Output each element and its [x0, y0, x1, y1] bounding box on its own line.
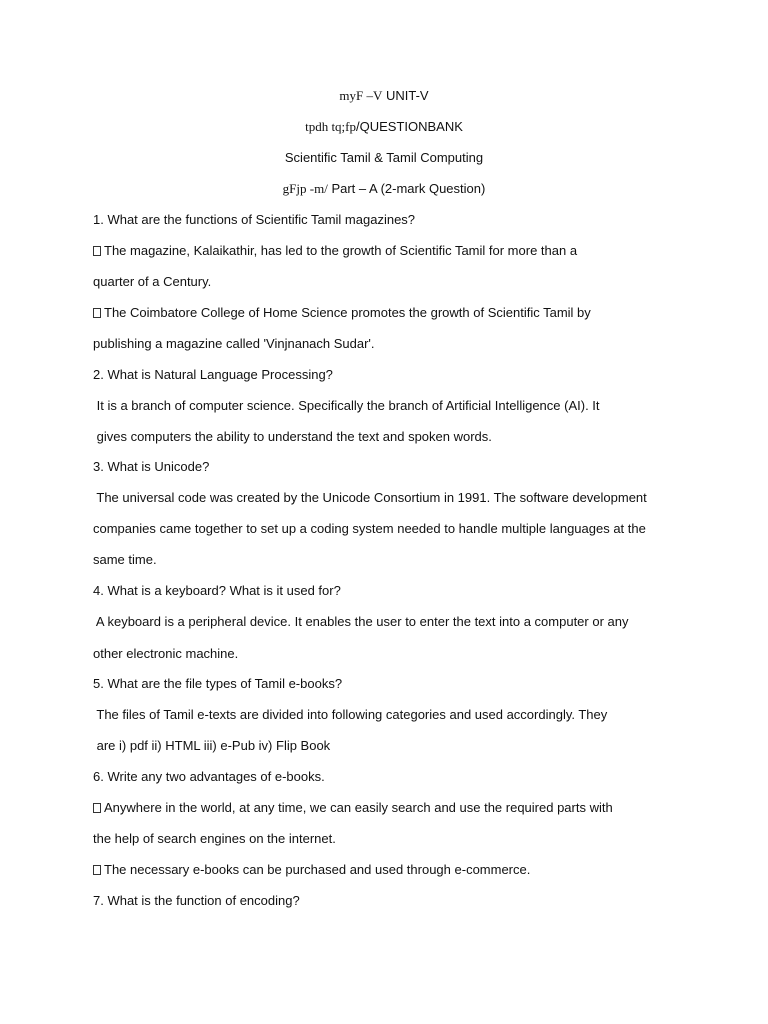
bullet-box-icon: [93, 865, 101, 875]
answer-line: are i) pdf ii) HTML iii) e-Pub iv) Flip Book: [93, 738, 331, 753]
question-6: 6. Write any two advantages of e-books.: [93, 769, 325, 784]
part-heading-latin: Part – A (2-mark Question): [331, 181, 486, 196]
answer-line: other electronic machine.: [93, 646, 239, 661]
answer-line: quarter of a Century.: [93, 274, 212, 289]
part-heading-tamil: gFjp -m/: [282, 181, 328, 196]
part-heading: [0, 181, 768, 197]
question-bank-heading: [0, 119, 768, 135]
question-7: 7. What is the function of encoding?: [93, 893, 300, 908]
answer-line: The files of Tamil e-texts are divided into following categories and used accordingly. They: [93, 707, 608, 722]
bullet-box-icon: [93, 308, 101, 318]
bullet-line: The magazine, Kalaikathir, has led to the growth of Scientific Tamil for more than a: [93, 243, 577, 259]
answer-line: It is a branch of computer science. Specifically the branch of Artificial Intelligence (AI). It: [93, 398, 600, 413]
answer-line: A keyboard is a peripheral device. It enables the user to enter the text into a computer or any: [93, 614, 629, 629]
answer-line: gives computers the ability to understand the text and spoken words.: [93, 429, 492, 444]
bullet-line: The Coimbatore College of Home Science promotes the growth of Scientific Tamil by: [93, 305, 591, 321]
bullet-line: Anywhere in the world, at any time, we can easily search and use the required parts with: [93, 800, 613, 816]
question-3: 3. What is Unicode?: [93, 459, 210, 474]
question-2: 2. What is Natural Language Processing?: [93, 367, 333, 382]
bullet-box-icon: [93, 803, 101, 813]
answer-line: companies came together to set up a coding system needed to handle multiple languages at the: [93, 521, 646, 536]
question-5: 5. What are the file types of Tamil e-books?: [93, 676, 343, 691]
bullet-line: The necessary e-books can be purchased and used through e-commerce.: [93, 862, 530, 878]
answer-line: the help of search engines on the internet.: [93, 831, 336, 846]
question-bank-tamil: tpdh tq;fp: [305, 119, 356, 134]
question-1: 1. What are the functions of Scientific Tamil magazines?: [93, 212, 416, 227]
answer-line: same time.: [93, 552, 157, 567]
unit-heading-latin: UNIT-V: [385, 88, 429, 103]
question-4: 4. What is a keyboard? What is it used for?: [93, 583, 341, 598]
question-bank-latin: /QUESTIONBANK: [356, 119, 463, 134]
unit-heading-tamil: myF –V: [339, 88, 383, 103]
answer-line: publishing a magazine called 'Vinjnanach Sudar'.: [93, 336, 375, 351]
answer-line: The universal code was created by the Unicode Consortium in 1991. The software development: [93, 490, 647, 505]
bullet-box-icon: [93, 246, 101, 256]
unit-heading: [0, 88, 768, 104]
subject-title: Scientific Tamil & Tamil Computing: [284, 150, 484, 165]
